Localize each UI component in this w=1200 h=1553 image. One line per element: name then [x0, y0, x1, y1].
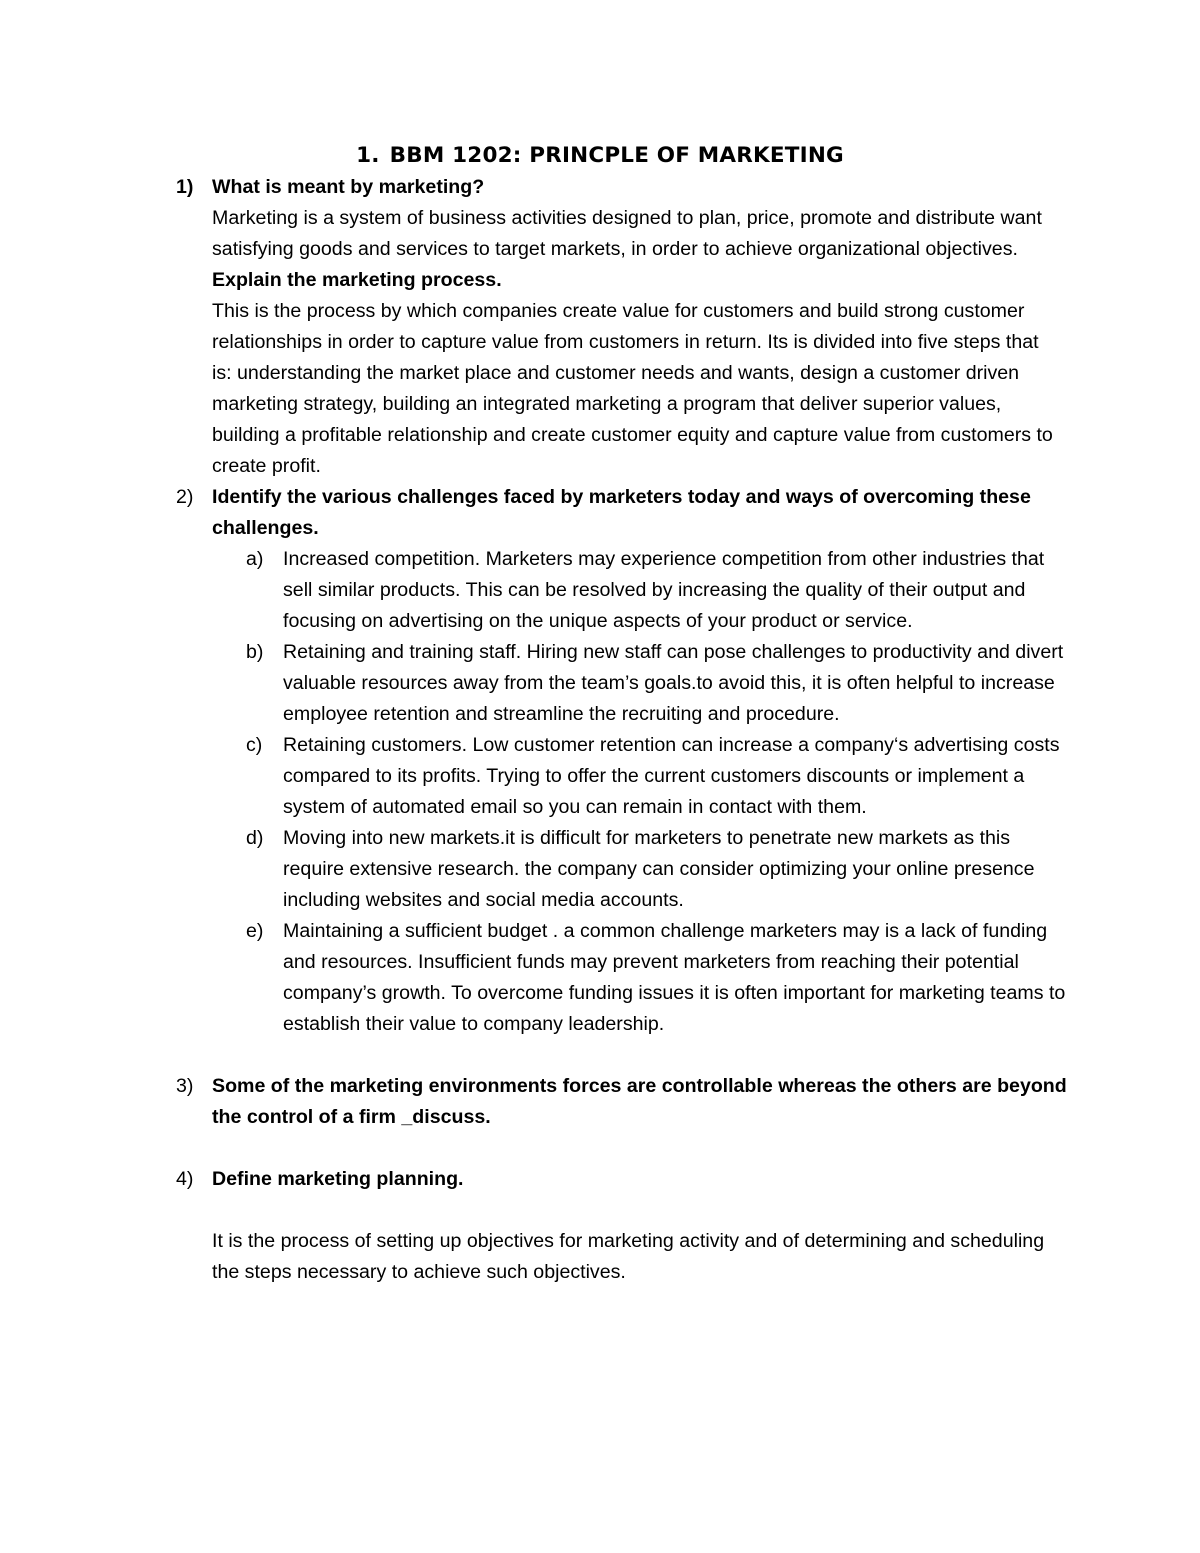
title-number: 1. — [356, 143, 380, 168]
list-item — [0, 637, 1200, 730]
list-item — [0, 730, 1200, 823]
answer-paragraph: This is the process by which companies create value for customers and build strong customer relationships in order to capture value from customers in return. Its is divided into five steps that is: understanding the market place and customer needs and wants, design a customer driven marketing strategy, building an integrated marketing a program that deliver superior values, building a profitable relationship and create customer equity and capture value from customers to create profit. — [212, 300, 1053, 477]
document-body — [0, 172, 1200, 1288]
question-number: 4) — [176, 1168, 194, 1190]
question-number: 3) — [176, 1075, 194, 1097]
list-item-text: Retaining and training staff. Hiring new staff can pose challenges to productivity and divert valuable resources away from the team’s goals.to avoid this, it is often helpful to increase employee retention and streamline the recruiting and procedure. — [283, 641, 1064, 725]
question-text: Some of the marketing environments forces are controllable whereas the others are beyond the control of a firm _discuss. — [212, 1075, 1067, 1128]
list-item-text: Increased competition. Marketers may experience competition from other industries that sell similar products. This can be resolved by increasing the quality of their output and focusing on advertising on the unique aspects of your product or service. — [283, 548, 1045, 632]
answer-paragraph: Marketing is a system of business activities designed to plan, price, promote and distribute want satisfying goods and services to target markets, in order to achieve organizational objectives. — [212, 207, 1042, 260]
title-text: BBM 1202: PRINCPLE OF MARKETING — [389, 143, 844, 168]
question-3 — [0, 1071, 1200, 1133]
list-item-letter: d) — [246, 827, 264, 849]
list-item-text: Retaining customers. Low customer retention can increase a company‘s advertising costs compared to its profits. Trying to offer the current customers discounts or implement a system of automated email so you can remain in contact with them. — [283, 734, 1060, 818]
question-text: Identify the various challenges faced by marketers today and ways of overcoming these challenges. — [212, 486, 1031, 539]
spacer — [0, 1133, 1200, 1164]
list-item — [0, 544, 1200, 637]
list-item — [0, 916, 1200, 1040]
question-text: What is meant by marketing? — [212, 176, 485, 198]
list-item-letter: a) — [246, 548, 264, 570]
question-text: Define marketing planning. — [212, 1168, 464, 1190]
list-item-text: Maintaining a sufficient budget . a common challenge marketers may is a lack of funding and resources. Insufficient funds may prevent marketers from reaching their potential company’s growth. To overcome funding issues it is often important for marketing teams to establish their value to company leadership. — [283, 920, 1066, 1035]
spacer — [0, 1040, 1200, 1071]
document-title — [0, 140, 1200, 171]
question-number: 2) — [176, 486, 194, 508]
subheading: Explain the marketing process. — [212, 269, 502, 291]
list-item-letter: c) — [246, 734, 263, 756]
question-number: 1) — [176, 176, 194, 198]
answer-paragraph: It is the process of setting up objectives for marketing activity and of determining and scheduling the steps necessary to achieve such objectives. — [212, 1230, 1045, 1283]
question-4 — [0, 1164, 1200, 1195]
list-item-text: Moving into new markets.it is difficult for marketers to penetrate new markets as this require extensive research. the company can consider optimizing your online presence including websites and social media accounts. — [283, 827, 1035, 911]
list-item — [0, 823, 1200, 916]
question-2 — [0, 482, 1200, 544]
list-item-letter: b) — [246, 641, 264, 663]
spacer — [0, 1195, 1200, 1226]
question-1 — [0, 172, 1200, 203]
list-item-letter: e) — [246, 920, 264, 942]
